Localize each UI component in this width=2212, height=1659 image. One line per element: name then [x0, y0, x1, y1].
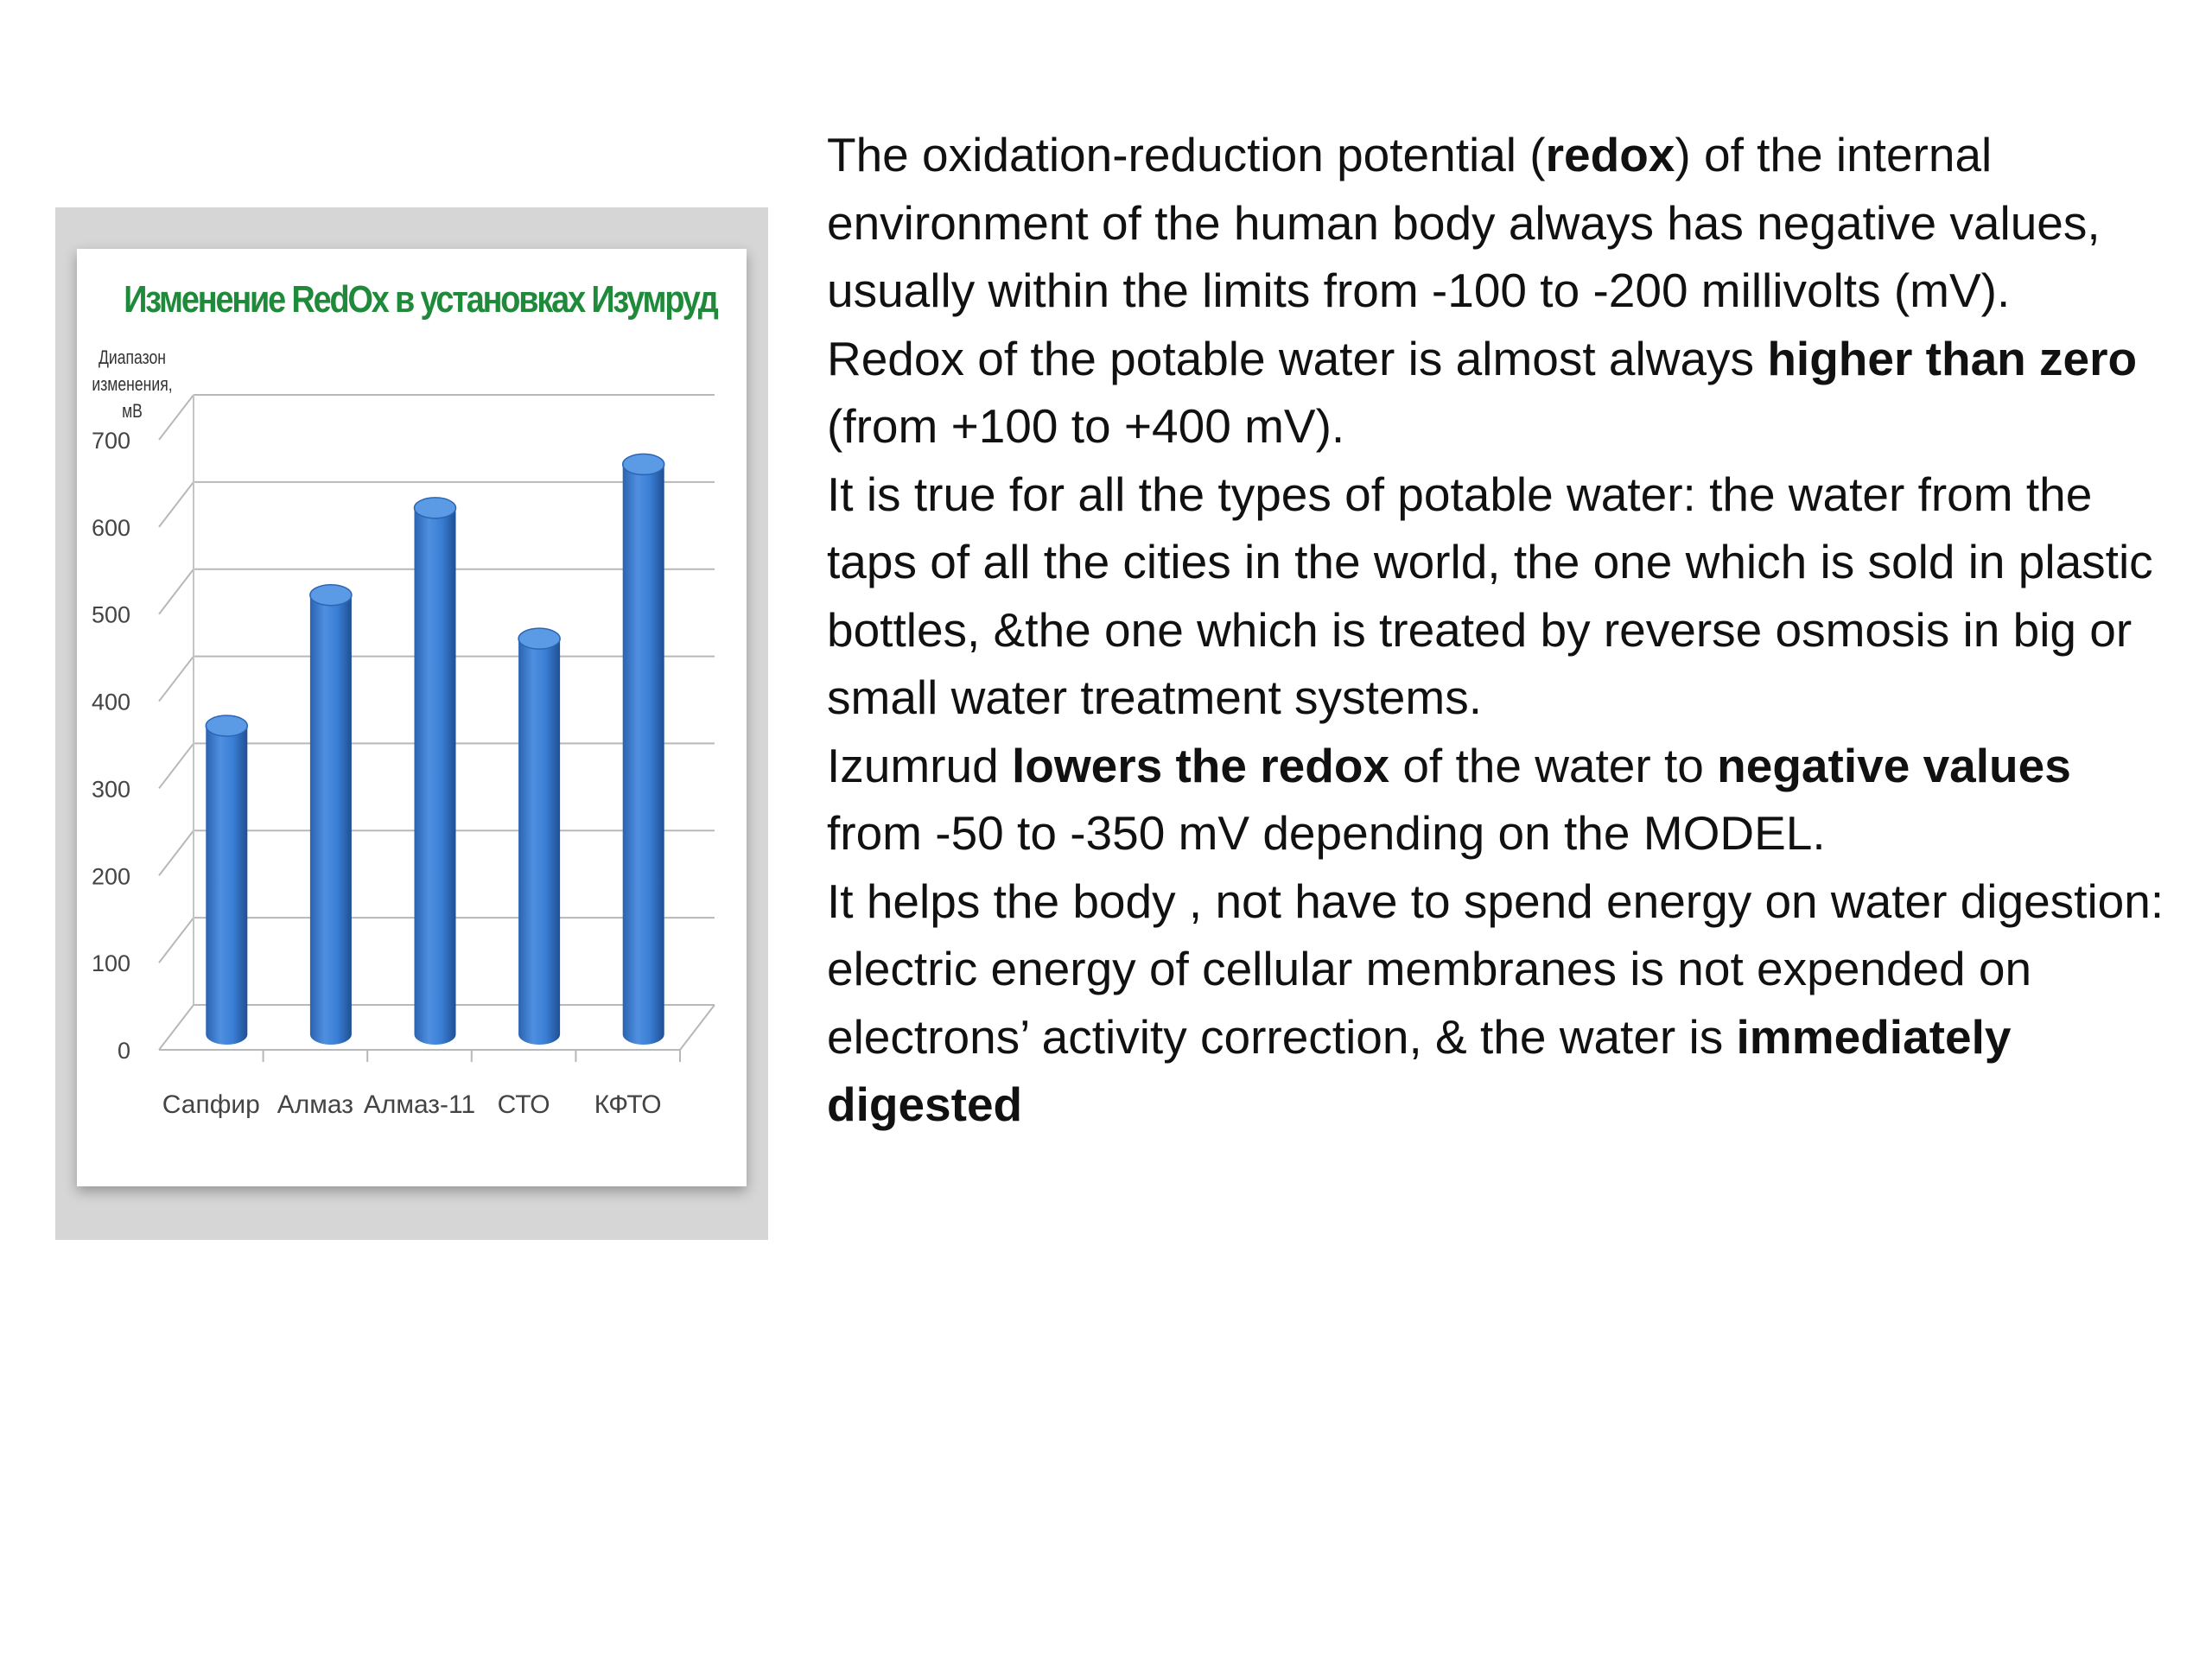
y-axis-label-line-2: изменения,: [92, 373, 173, 395]
chart-card: [77, 249, 747, 1186]
y-tick-label: 100: [91, 950, 130, 977]
bar-chart: [77, 249, 747, 1186]
x-category-label: Алмаз: [276, 1090, 354, 1119]
emphasis-immediately-digested: immediately digested: [827, 1009, 2012, 1131]
emphasis-higher-than-zero: higher than zero: [1767, 331, 2138, 385]
paragraph-redox-body: [827, 121, 2175, 325]
chart-title: Изменение RedOx в установках Изумруд: [124, 278, 717, 321]
text-span: from -50 to -350 mV depending on the MODEL.: [827, 806, 1826, 860]
y-axis-label-line-3: мВ: [122, 400, 143, 422]
emphasis-lowers-redox: lowers the redox: [1011, 738, 1390, 792]
text-span: Redox of the potable water is almost always: [827, 331, 1768, 385]
x-category-label: Алмаз-11: [363, 1090, 476, 1119]
y-tick-label: 200: [91, 863, 130, 890]
y-tick-labels: [92, 428, 130, 1064]
grid-line-700: [159, 395, 715, 440]
text-span: It helps the body , not have to spend energy on water digestion: electric energy of cellular membranes is not expended on electrons’ activity correction, & the water is: [827, 874, 2164, 1064]
x-category-labels: [162, 1090, 662, 1119]
x-category-label: КФТО: [594, 1090, 662, 1119]
bars: [206, 454, 664, 1045]
emphasis-negative-values: negative values: [1717, 738, 2071, 792]
chart-image-frame: [55, 207, 768, 1240]
y-tick-label: 600: [91, 514, 130, 541]
text-span: Izumrud: [827, 738, 1012, 792]
text-span: The oxidation-reduction potential (: [827, 128, 1546, 181]
paragraph-potable-water: [827, 325, 2175, 461]
x-category-label: СТО: [497, 1090, 550, 1119]
paragraph-izumrud: [827, 732, 2175, 868]
y-tick-label: 500: [91, 601, 130, 628]
bar-2: [310, 585, 352, 1045]
y-axis-label-line-1: Диапазон: [98, 346, 167, 368]
description-text: [827, 121, 2175, 1139]
y-tick-label: 400: [91, 689, 130, 715]
bar-4: [518, 628, 560, 1045]
emphasis-redox: redox: [1545, 128, 1675, 181]
bar-3: [415, 498, 456, 1045]
y-tick-label: 0: [117, 1038, 130, 1064]
text-span: ) of the internal environment of the human body always has negative values, usually within the limits from -100 to -200 millivolts (mV).: [827, 128, 2101, 317]
paragraph-digestion: [827, 868, 2175, 1139]
y-tick-label: 700: [91, 428, 130, 454]
x-category-label: Сапфир: [162, 1090, 260, 1119]
bar-1: [206, 715, 247, 1045]
text-span: of the water to: [1389, 738, 1718, 792]
paragraph-water-types: It is true for all the types of potable water: the water from the taps of all the cities in the world, the one which is sold in plastic bottles, &the one which is treated by reverse osmosis in big or small water treatment systems.: [827, 467, 2153, 724]
bar-5: [623, 454, 664, 1045]
text-span: (from +100 to +400 mV).: [827, 399, 1345, 453]
y-tick-label: 300: [91, 776, 130, 803]
